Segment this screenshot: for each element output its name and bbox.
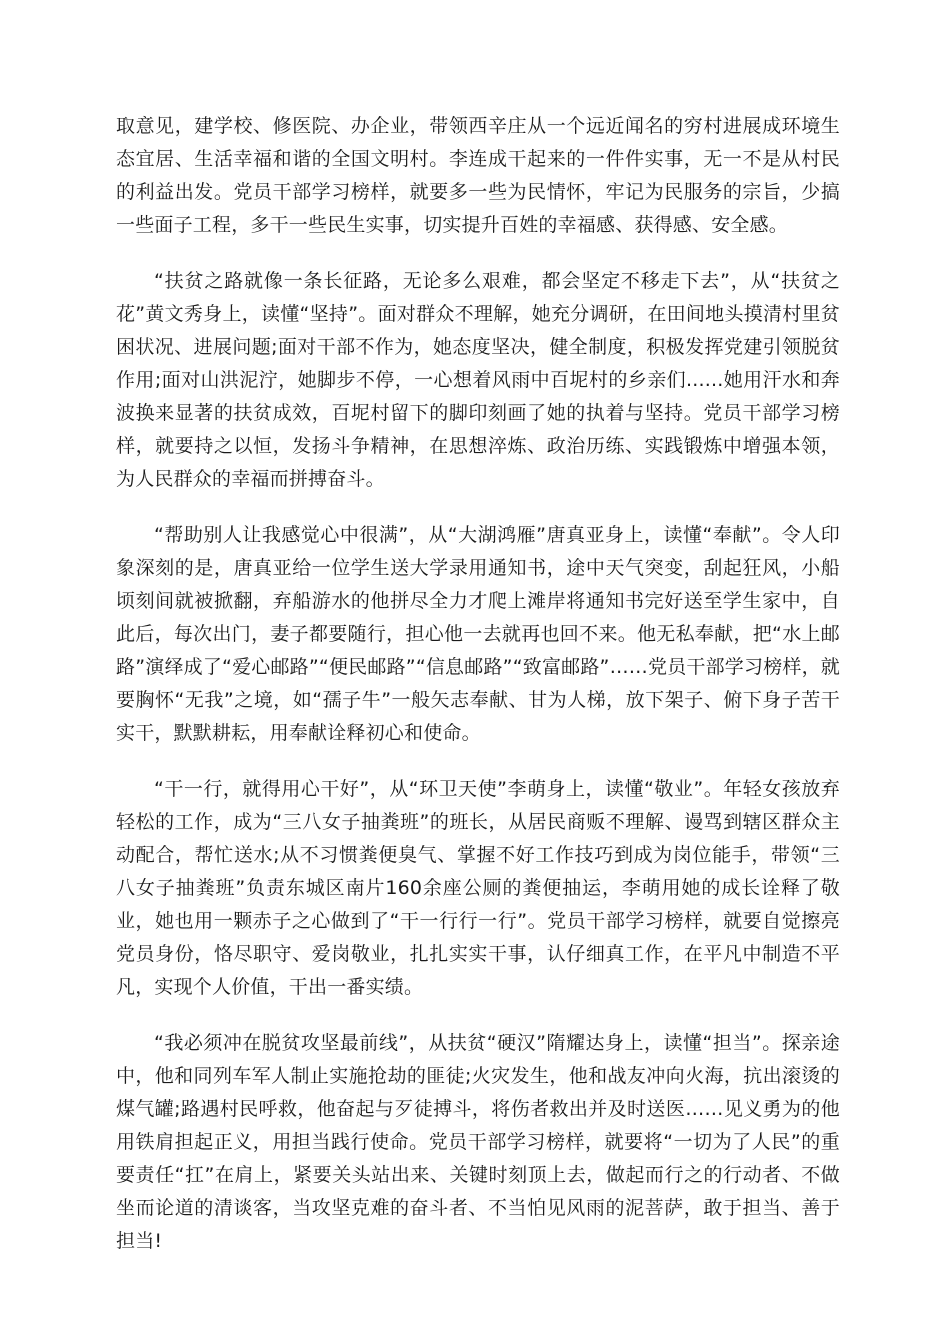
paragraph-professionalism: “干一行，就得用心干好”，从“环卫天使”李萌身上，读懂“敬业”。年轻女孩放弃轻松的工作，成为“三八女子抽粪班”的班长，从居民商贩不理解、谩骂到辖区群众主动配合，帮忙送水;从不习惯粪便臭气、掌握不好工作技巧到成为岗位能手，带领“三八女子抽粪班”负责东城区南片160余座公厕的粪便抽运，李萌用她的成长诠释了敬业，她也用一颗赤子之心做到了“干一行行一行”。党员干部学习榜样，就要自觉擦亮党员身份，恪尽职守、爱岗敬业，扎扎实实干事，认仔细真工作，在平凡中制造不平凡，实现个人价值，干出一番实绩。 <box>116 778 840 998</box>
document-body <box>116 110 840 1281</box>
paragraph-persistence: “扶贫之路就像一条长征路，无论多么艰难，都会坚定不移走下去”，从“扶贫之花”黄文秀身上，读懂“坚持”。面对群众不理解，她充分调研，在田间地头摸清村里贫困状况、进展问题;面对干部不作为，她态度坚决，健全制度，积极发挥党建引领脱贫作用;面对山洪泥泞，她脚步不停，一心想着风雨中百坭村的乡亲们......她用汗水和奔波换来显著的扶贫成效，百坭村留下的脚印刻画了她的执着与坚持。党员干部学习榜样，就要持之以恒，发扬斗争精神，在思想淬炼、政治历练、实践锻炼中增强本领，为人民群众的幸福而拼搏奋斗。 <box>116 270 840 490</box>
paragraph-continuation: 取意见，建学校、修医院、办企业，带领西辛庄从一个远近闻名的穷村进展成环境生态宜居、生活幸福和谐的全国文明村。李连成干起来的一件件实事，无一不是从村民的利益出发。党员干部学习榜样，就要多一些为民情怀，牢记为民服务的宗旨，少搞一些面子工程，多干一些民生实事，切实提升百姓的幸福感、获得感、安全感。 <box>116 115 840 236</box>
paragraph-responsibility: “我必须冲在脱贫攻坚最前线”，从扶贫“硬汉”隋耀达身上，读懂“担当”。探亲途中，他和同列车军人制止实施抢劫的匪徒;火灾发生，他和战友冲向火海，抗出滚烫的煤气罐;路遇村民呼救，他奋起与歹徒搏斗，将伤者救出并及时送医……见义勇为的他用铁肩担起正义，用担当践行使命。党员干部学习榜样，就要将“一切为了人民”的重要责任“扛”在肩上，紧要关头站出来、关键时刻顶上去，做起而行之的行动者、不做坐而论道的清谈客，当攻坚克难的奋斗者、不当怕见风雨的泥菩萨，敢于担当、善于担当! <box>116 1032 840 1252</box>
paragraph-dedication: “帮助别人让我感觉心中很满”，从“大湖鸿雁”唐真亚身上，读懂“奉献”。令人印象深刻的是，唐真亚给一位学生送大学录用通知书，途中天气突变，刮起狂风，小船顷刻间就被掀翻，弃船游水的他拼尽全力才爬上滩岸将通知书完好送至学生家中，自此后，每次出门，妻子都要随行，担心他一去就再也回不来。他无私奉献，把“水上邮路”演绎成了“爱心邮路”“便民邮路”“信息邮路”“致富邮路”……党员干部学习榜样，就要胸怀“无我”之境，如“孺子牛”一般矢志奉献、甘为人梯，放下架子、俯下身子苦干实干，默默耕耘，用奉献诠释初心和使命。 <box>116 524 840 744</box>
